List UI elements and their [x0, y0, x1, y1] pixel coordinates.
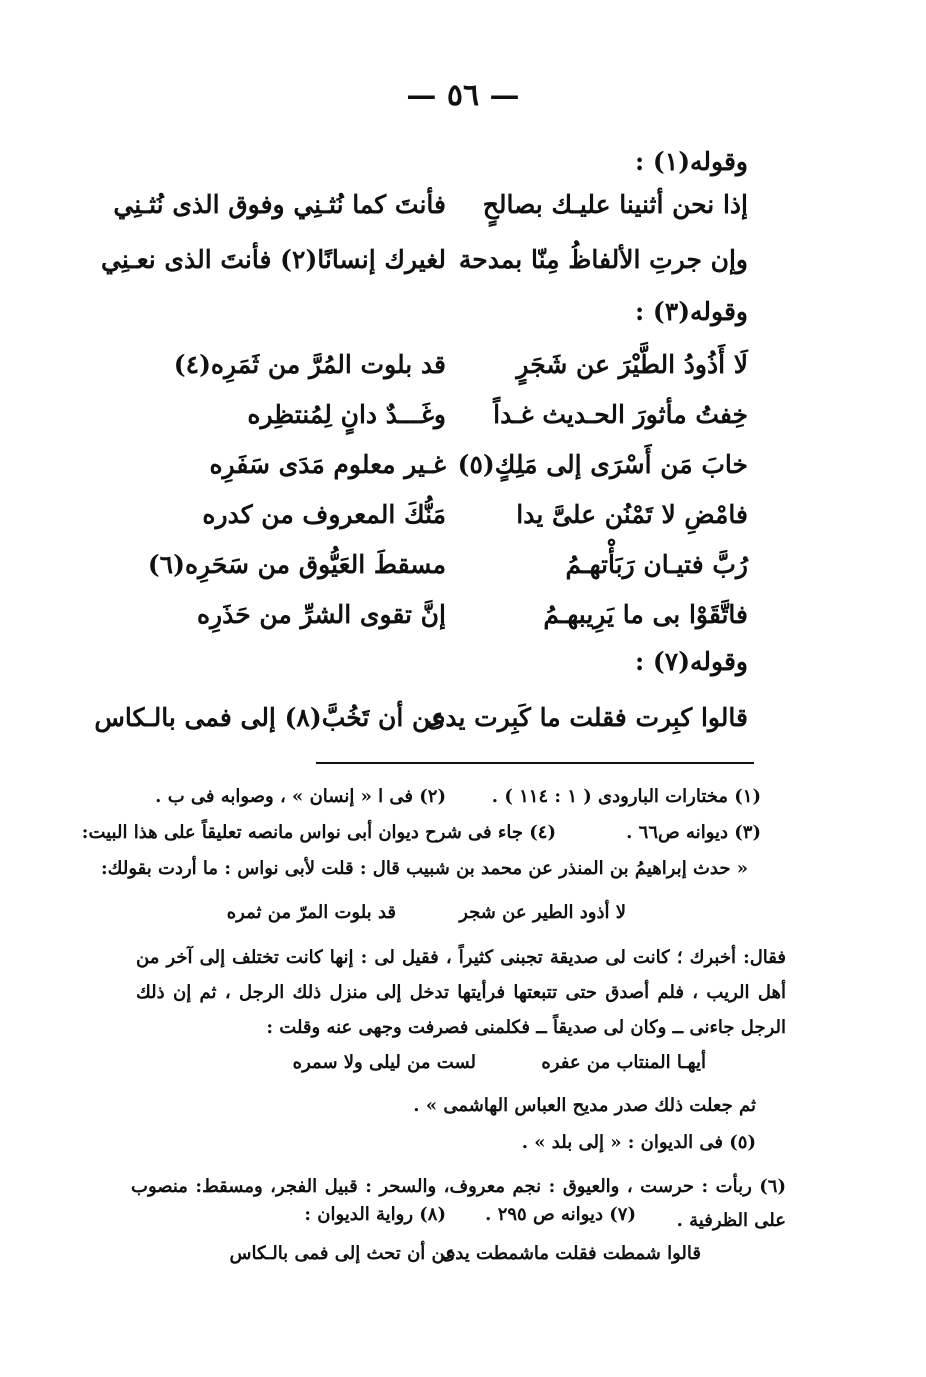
intro-line-2: وقوله(٣) :	[635, 297, 748, 326]
hemistich-first: خابَ مَن أَسْرَى إلى مَلِكٍ(٥)	[457, 450, 748, 479]
footnote-6: (٦) ربأت : حرست ، والعيوق : نجم معروف، والسحر : قبيل الفجر، ومسقط: منصوب على الظرفية .	[131, 1176, 786, 1231]
verse-row	[0, 600, 926, 644]
story-end: ثم جعلت ذلك صدر مديح العباس الهاشمى » .	[413, 1095, 756, 1116]
hemistich-first: فامْضِ لا تَمْنُن علىَّ يدا	[516, 500, 748, 529]
hemistich-second: غـير معلوم مَدَى سَفَرِه	[209, 450, 446, 479]
hemistich-first: لا أذود الطير عن شجر	[459, 902, 626, 923]
hemistich-second: فأنتَ كما نُثـنِي وفوق الذى نُثـنِي	[113, 190, 446, 219]
hemistich-first: أيهـا المنتاب من عفره	[541, 1052, 706, 1073]
hemistich-second: لست من ليلى ولا سمره	[292, 1052, 476, 1073]
hemistich-first: قالوا كبِرت فقلت ما كَبِرت يدى	[425, 703, 748, 732]
hemistich-second: مَنُّكَ المعروف من كدره	[202, 500, 446, 529]
story-paragraph: فقال: أخبرك ؛ كانت لى صديقة تجبنى كثيراً ، فقيل لى : إنها كانت تختلف إلى آخر من أهل الريب ، فلم أصدق حتى تتبعتها فرأيتها تدخل إلى منزل ذلك الرجل ، ثم إن ذلك الرجل جاءنى ــ وكان لى صديقاً ــ فكلمنى فصرفت وجهى عنه وقلت :	[136, 947, 786, 1038]
hemistich-first: إذا نحن أثنينا عليـك بصالحٍ	[482, 190, 748, 219]
hemistich-second: إنَّ تقوى الشرِّ من حَذَرِه	[196, 600, 446, 629]
hemistich-second: قد بلوت المرّ من ثمره	[226, 902, 396, 923]
hemistich-first: فاتَّقَوْا بى ما يَرِيبهـمُ	[543, 600, 748, 629]
footnote-8-verse	[0, 1243, 926, 1273]
hemistich-first: رُبَّ فتيـان رَبَأْتهـمُ	[565, 550, 748, 579]
hemistich-first: وإن جرتِ الألفاظُ مِنّا بمدحة	[458, 245, 748, 274]
verse-row	[0, 550, 926, 594]
quote-intro: « حدث إبراهيمُ بن المنذر عن محمد بن شبيب قال : قلت لأبى نواس : ما أردت بقولك:	[101, 858, 748, 879]
footnote-5: (٥) فى الديوان : « إلى بلد » .	[521, 1132, 756, 1153]
footnote-1: (١) مختارات البارودى ( ١ : ١١٤ ) .	[491, 786, 761, 807]
hemistich-first: قالوا شمطت فقلت ماشمطت يدى	[441, 1243, 701, 1264]
hemistich-first: لَا أَذُودُ الطَّيْرَ عن شَجَرٍ	[516, 350, 748, 379]
footnote-separator	[316, 762, 754, 764]
intro-line-3: وقوله(٧) :	[635, 647, 748, 676]
verse-row	[0, 500, 926, 544]
verse-row	[0, 190, 926, 234]
verse-row	[0, 703, 926, 747]
hemistich-second: مسقطَ العَيُّوق من سَحَرِه(٦)	[147, 550, 446, 579]
hemistich-first: خِفتُ مأثورَ الحـديث غـداً	[493, 400, 748, 429]
hemistich-second: وغَـــدٌ دانٍ لِمُنتظِره	[247, 400, 446, 429]
hemistich-second: عن أن تَخُبَّ(٨) إلى فمى بالـكاس	[94, 703, 446, 732]
footnote-2: (٢) فى ا « إنسان » ، وصوابه فى ب .	[155, 786, 446, 807]
hemistich-second: لغيرك إنسانًا(٢) فأنتَ الذى نعـنِي	[101, 245, 446, 274]
story-verse	[0, 1052, 926, 1082]
footnote-7: (٧) ديوانه ص ٢٩٥ .	[485, 1204, 636, 1225]
hemistich-second: عن أن تحث إلى فمى بالـكاس	[229, 1243, 456, 1264]
verse-row	[0, 245, 926, 289]
page-number: — ٥٦ —	[406, 78, 520, 113]
verse-row	[0, 400, 926, 444]
verse-row	[0, 450, 926, 494]
verse-row	[0, 350, 926, 394]
footnote-8: (٨) رواية الديوان :	[304, 1204, 446, 1225]
intro-line-1: وقوله(١) :	[635, 147, 748, 176]
footnote-4: (٤) جاء فى شرح ديوان أبى نواس مانصه تعليقاً على هذا البيت:	[81, 822, 556, 843]
quote-verse	[0, 902, 926, 932]
hemistich-second: قد بلوت المُرَّ من ثَمَرِه(٤)	[173, 350, 446, 379]
footnote-3: (٣) ديوانه ص٦٦ .	[626, 822, 761, 843]
